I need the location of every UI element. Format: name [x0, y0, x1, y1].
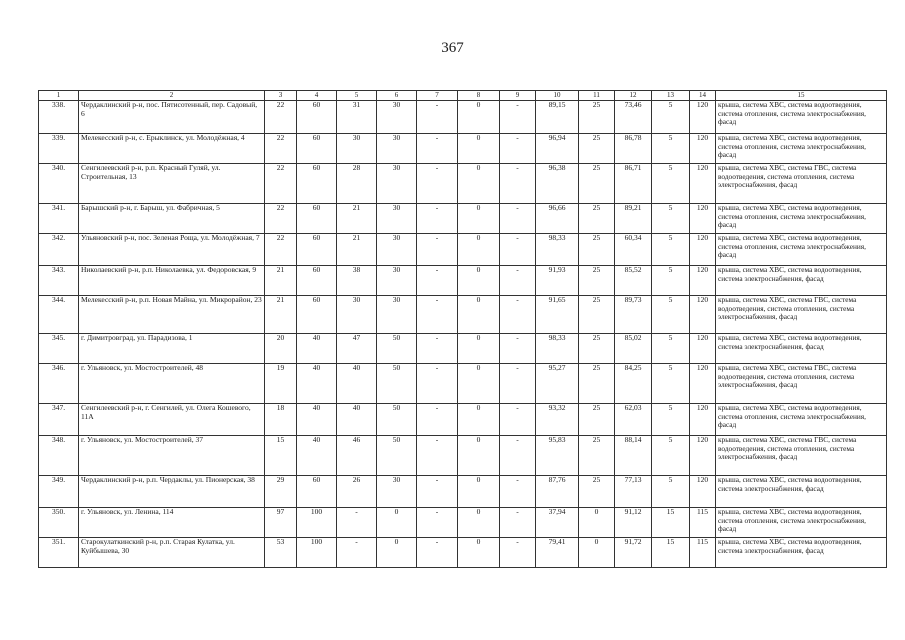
value-cell: 60 — [297, 296, 337, 334]
value-cell: 30 — [377, 476, 417, 508]
value-cell: 96,66 — [536, 204, 579, 234]
value-cell: 88,14 — [615, 436, 652, 476]
row-number-cell: 343. — [39, 266, 79, 296]
value-cell: 25 — [579, 101, 615, 134]
value-cell: 0 — [458, 538, 500, 568]
value-cell: - — [500, 101, 536, 134]
value-cell: 0 — [458, 134, 500, 164]
value-cell: 60,34 — [615, 234, 652, 266]
value-cell: 91,72 — [615, 538, 652, 568]
value-cell: 5 — [652, 364, 690, 404]
row-number-cell: 342. — [39, 234, 79, 266]
value-cell: - — [417, 508, 458, 538]
value-cell: 120 — [690, 296, 716, 334]
works-cell: крыша, система ХВС, система ГВС, система водоотведения, система отопления, система электроснабжения, фасад — [716, 164, 887, 204]
value-cell: 5 — [652, 266, 690, 296]
value-cell: 0 — [458, 436, 500, 476]
value-cell: 25 — [579, 204, 615, 234]
column-number-cell: 7 — [417, 91, 458, 101]
value-cell: 73,46 — [615, 101, 652, 134]
value-cell: 25 — [579, 436, 615, 476]
value-cell: 120 — [690, 436, 716, 476]
works-cell: крыша, система ХВС, система ГВС, система водоотведения, система отопления, система электроснабжения, фасад — [716, 296, 887, 334]
value-cell: 0 — [458, 508, 500, 538]
value-cell: 77,13 — [615, 476, 652, 508]
value-cell: 97 — [265, 508, 297, 538]
value-cell: 120 — [690, 404, 716, 436]
value-cell: 30 — [377, 204, 417, 234]
value-cell: 15 — [652, 508, 690, 538]
row-number-cell: 338. — [39, 101, 79, 134]
value-cell: 62,03 — [615, 404, 652, 436]
value-cell: 0 — [458, 476, 500, 508]
value-cell: 21 — [265, 296, 297, 334]
value-cell: 50 — [377, 436, 417, 476]
value-cell: 0 — [458, 101, 500, 134]
column-number-cell: 14 — [690, 91, 716, 101]
value-cell: - — [417, 476, 458, 508]
value-cell: 40 — [297, 436, 337, 476]
column-number-cell: 6 — [377, 91, 417, 101]
value-cell: - — [337, 538, 377, 568]
works-cell: крыша, система ХВС, система водоотведения, система электроснабжения, фасад — [716, 334, 887, 364]
value-cell: - — [417, 204, 458, 234]
column-number-cell: 10 — [536, 91, 579, 101]
value-cell: 22 — [265, 134, 297, 164]
value-cell: 120 — [690, 334, 716, 364]
value-cell: 115 — [690, 508, 716, 538]
value-cell: 22 — [265, 204, 297, 234]
table-row — [39, 508, 887, 538]
value-cell: - — [500, 404, 536, 436]
value-cell: 120 — [690, 101, 716, 134]
value-cell: 21 — [337, 204, 377, 234]
column-number-cell: 3 — [265, 91, 297, 101]
address-cell: Ульяновский р-н, пос. Зеленая Роща, ул. Молодёжная, 7 — [79, 234, 265, 266]
address-cell: г. Ульяновск, ул. Мостостроителей, 37 — [79, 436, 265, 476]
value-cell: 60 — [297, 204, 337, 234]
address-cell: г. Димитровград, ул. Парадизова, 1 — [79, 334, 265, 364]
value-cell: - — [500, 266, 536, 296]
value-cell: 86,78 — [615, 134, 652, 164]
column-number-cell: 11 — [579, 91, 615, 101]
value-cell: 30 — [377, 266, 417, 296]
table-row — [39, 134, 887, 164]
value-cell: 120 — [690, 134, 716, 164]
row-number-cell: 341. — [39, 204, 79, 234]
value-cell: - — [417, 296, 458, 334]
value-cell: 85,02 — [615, 334, 652, 364]
value-cell: 96,94 — [536, 134, 579, 164]
value-cell: 120 — [690, 204, 716, 234]
address-cell: Чердаклинский р-н, пос. Пятисотенный, пер. Садовый, 6 — [79, 101, 265, 134]
value-cell: 91,65 — [536, 296, 579, 334]
value-cell: 5 — [652, 476, 690, 508]
value-cell: 30 — [377, 234, 417, 266]
value-cell: 79,41 — [536, 538, 579, 568]
value-cell: 0 — [458, 404, 500, 436]
value-cell: 18 — [265, 404, 297, 436]
table-row — [39, 476, 887, 508]
value-cell: 29 — [265, 476, 297, 508]
works-cell: крыша, система ХВС, система водоотведения, система отопления, система электроснабжения, фасад — [716, 134, 887, 164]
value-cell: 5 — [652, 234, 690, 266]
value-cell: 25 — [579, 266, 615, 296]
value-cell: - — [500, 296, 536, 334]
value-cell: - — [417, 134, 458, 164]
value-cell: 120 — [690, 364, 716, 404]
column-number-cell: 9 — [500, 91, 536, 101]
table-row — [39, 234, 887, 266]
value-cell: 25 — [579, 404, 615, 436]
row-number-cell: 339. — [39, 134, 79, 164]
value-cell: 100 — [297, 538, 337, 568]
value-cell: 47 — [337, 334, 377, 364]
value-cell: 30 — [377, 164, 417, 204]
value-cell: 19 — [265, 364, 297, 404]
value-cell: 38 — [337, 266, 377, 296]
value-cell: 25 — [579, 296, 615, 334]
address-cell: Сенгилеевский р-н, г. Сенгилей, ул. Олега Кошевого, 11А — [79, 404, 265, 436]
address-cell: Чердаклинский р-н, р.п. Чердаклы, ул. Пионерская, 38 — [79, 476, 265, 508]
table-row — [39, 404, 887, 436]
value-cell: 40 — [297, 364, 337, 404]
value-cell: 120 — [690, 266, 716, 296]
value-cell: 89,73 — [615, 296, 652, 334]
value-cell: 85,52 — [615, 266, 652, 296]
value-cell: - — [417, 266, 458, 296]
value-cell: 0 — [458, 296, 500, 334]
value-cell: 0 — [458, 204, 500, 234]
value-cell: 30 — [377, 101, 417, 134]
value-cell: - — [500, 476, 536, 508]
value-cell: 22 — [265, 164, 297, 204]
value-cell: 0 — [579, 508, 615, 538]
row-number-cell: 345. — [39, 334, 79, 364]
row-number-cell: 348. — [39, 436, 79, 476]
address-cell: Николаевский р-н, р.п. Николаевка, ул. Федоровская, 9 — [79, 266, 265, 296]
value-cell: - — [500, 364, 536, 404]
value-cell: 115 — [690, 538, 716, 568]
value-cell: - — [417, 404, 458, 436]
value-cell: 15 — [652, 538, 690, 568]
value-cell: 31 — [337, 101, 377, 134]
value-cell: 26 — [337, 476, 377, 508]
value-cell: - — [500, 538, 536, 568]
row-number-cell: 340. — [39, 164, 79, 204]
value-cell: 96,38 — [536, 164, 579, 204]
value-cell: 22 — [265, 101, 297, 134]
value-cell: 95,83 — [536, 436, 579, 476]
value-cell: 91,12 — [615, 508, 652, 538]
value-cell: - — [417, 538, 458, 568]
table-row — [39, 164, 887, 204]
value-cell: 25 — [579, 334, 615, 364]
value-cell: 30 — [337, 134, 377, 164]
value-cell: - — [417, 234, 458, 266]
value-cell: 40 — [337, 404, 377, 436]
column-number-cell: 4 — [297, 91, 337, 101]
value-cell: 60 — [297, 266, 337, 296]
row-number-cell: 349. — [39, 476, 79, 508]
value-cell: 50 — [377, 334, 417, 364]
value-cell: - — [417, 101, 458, 134]
row-number-cell: 350. — [39, 508, 79, 538]
value-cell: 15 — [265, 436, 297, 476]
address-cell: Сенгилеевский р-н, р.п. Красный Гуляй, ул. Строительная, 13 — [79, 164, 265, 204]
value-cell: 21 — [337, 234, 377, 266]
value-cell: 37,94 — [536, 508, 579, 538]
works-cell: крыша, система ХВС, система водоотведения, система отопления, система электроснабжения, фасад — [716, 234, 887, 266]
column-number-cell: 12 — [615, 91, 652, 101]
row-number-cell: 344. — [39, 296, 79, 334]
value-cell: 5 — [652, 101, 690, 134]
value-cell: 30 — [337, 296, 377, 334]
row-number-cell: 351. — [39, 538, 79, 568]
address-cell: г. Ульяновск, ул. Ленина, 114 — [79, 508, 265, 538]
value-cell: - — [417, 436, 458, 476]
value-cell: - — [337, 508, 377, 538]
works-cell: крыша, система ХВС, система водоотведения, система электроснабжения, фасад — [716, 476, 887, 508]
value-cell: - — [500, 234, 536, 266]
value-cell: 0 — [458, 266, 500, 296]
works-cell: крыша, система ХВС, система водоотведения, система электроснабжения, фасад — [716, 266, 887, 296]
table-row — [39, 296, 887, 334]
address-cell: Мелекесский р-н, р.п. Новая Майна, ул. Микрорайон, 23 — [79, 296, 265, 334]
value-cell: 60 — [297, 134, 337, 164]
table-row — [39, 538, 887, 568]
value-cell: 93,32 — [536, 404, 579, 436]
works-cell: крыша, система ХВС, система ГВС, система водоотведения, система отопления, система электроснабжения, фасад — [716, 364, 887, 404]
works-cell: крыша, система ХВС, система водоотведения, система отопления, система электроснабжения, фасад — [716, 508, 887, 538]
value-cell: 91,93 — [536, 266, 579, 296]
value-cell: - — [417, 364, 458, 404]
value-cell: 5 — [652, 204, 690, 234]
row-number-cell: 346. — [39, 364, 79, 404]
column-number-cell: 15 — [716, 91, 887, 101]
column-number-row — [39, 91, 887, 101]
value-cell: 0 — [458, 164, 500, 204]
value-cell: 53 — [265, 538, 297, 568]
table-row — [39, 334, 887, 364]
value-cell: 0 — [458, 364, 500, 404]
table-row — [39, 204, 887, 234]
value-cell: 25 — [579, 476, 615, 508]
value-cell: 89,21 — [615, 204, 652, 234]
value-cell: 5 — [652, 436, 690, 476]
value-cell: 95,27 — [536, 364, 579, 404]
building-repair-table — [38, 90, 887, 568]
address-cell: Мелекесский р-н, с. Ерыклинск, ул. Молодёжная, 4 — [79, 134, 265, 164]
value-cell: 98,33 — [536, 234, 579, 266]
value-cell: 50 — [377, 404, 417, 436]
page-number: 367 — [441, 40, 464, 56]
value-cell: 40 — [337, 364, 377, 404]
value-cell: 60 — [297, 101, 337, 134]
value-cell: 60 — [297, 476, 337, 508]
row-number-cell: 347. — [39, 404, 79, 436]
address-cell: г. Ульяновск, ул. Мостостроителей, 48 — [79, 364, 265, 404]
value-cell: - — [500, 134, 536, 164]
table-row — [39, 436, 887, 476]
value-cell: 30 — [377, 134, 417, 164]
value-cell: 98,33 — [536, 334, 579, 364]
address-cell: Барышский р-н, г. Барыш, ул. Фабричная, 5 — [79, 204, 265, 234]
works-cell: крыша, система ХВС, система ГВС, система водоотведения, система отопления, система электроснабжения, фасад — [716, 436, 887, 476]
works-cell: крыша, система ХВС, система водоотведения, система отопления, система электроснабжения, фасад — [716, 101, 887, 134]
column-number-cell: 1 — [39, 91, 79, 101]
value-cell: 100 — [297, 508, 337, 538]
value-cell: 21 — [265, 266, 297, 296]
value-cell: 40 — [297, 334, 337, 364]
value-cell: 0 — [377, 538, 417, 568]
table-row — [39, 101, 887, 134]
value-cell: 25 — [579, 364, 615, 404]
value-cell: 0 — [377, 508, 417, 538]
value-cell: 120 — [690, 234, 716, 266]
value-cell: 30 — [377, 296, 417, 334]
value-cell: - — [500, 334, 536, 364]
value-cell: 50 — [377, 364, 417, 404]
value-cell: 84,25 — [615, 364, 652, 404]
table-row — [39, 364, 887, 404]
value-cell: - — [500, 204, 536, 234]
works-cell: крыша, система ХВС, система водоотведения, система отопления, система электроснабжения, фасад — [716, 204, 887, 234]
value-cell: 5 — [652, 296, 690, 334]
value-cell: 87,76 — [536, 476, 579, 508]
works-cell: крыша, система ХВС, система водоотведения, система отопления, система электроснабжения, фасад — [716, 404, 887, 436]
value-cell: 40 — [297, 404, 337, 436]
value-cell: 86,71 — [615, 164, 652, 204]
value-cell: - — [500, 436, 536, 476]
value-cell: 20 — [265, 334, 297, 364]
value-cell: 60 — [297, 234, 337, 266]
value-cell: 25 — [579, 234, 615, 266]
works-cell: крыша, система ХВС, система водоотведения, система электроснабжения, фасад — [716, 538, 887, 568]
value-cell: - — [500, 508, 536, 538]
value-cell: 89,15 — [536, 101, 579, 134]
value-cell: 60 — [297, 164, 337, 204]
value-cell: - — [417, 164, 458, 204]
column-number-cell: 5 — [337, 91, 377, 101]
value-cell: - — [417, 334, 458, 364]
value-cell: 120 — [690, 476, 716, 508]
table-row — [39, 266, 887, 296]
column-number-cell: 2 — [79, 91, 265, 101]
value-cell: 5 — [652, 404, 690, 436]
value-cell: 5 — [652, 334, 690, 364]
value-cell: 46 — [337, 436, 377, 476]
value-cell: 25 — [579, 164, 615, 204]
value-cell: 0 — [458, 334, 500, 364]
value-cell: 5 — [652, 164, 690, 204]
value-cell: 25 — [579, 134, 615, 164]
address-cell: Старокулаткинский р-н, р.п. Старая Кулатка, ул. Куйбышева, 30 — [79, 538, 265, 568]
value-cell: 0 — [458, 234, 500, 266]
column-number-cell: 13 — [652, 91, 690, 101]
value-cell: - — [500, 164, 536, 204]
value-cell: 120 — [690, 164, 716, 204]
value-cell: 22 — [265, 234, 297, 266]
value-cell: 28 — [337, 164, 377, 204]
value-cell: 0 — [579, 538, 615, 568]
value-cell: 5 — [652, 134, 690, 164]
column-number-cell: 8 — [458, 91, 500, 101]
